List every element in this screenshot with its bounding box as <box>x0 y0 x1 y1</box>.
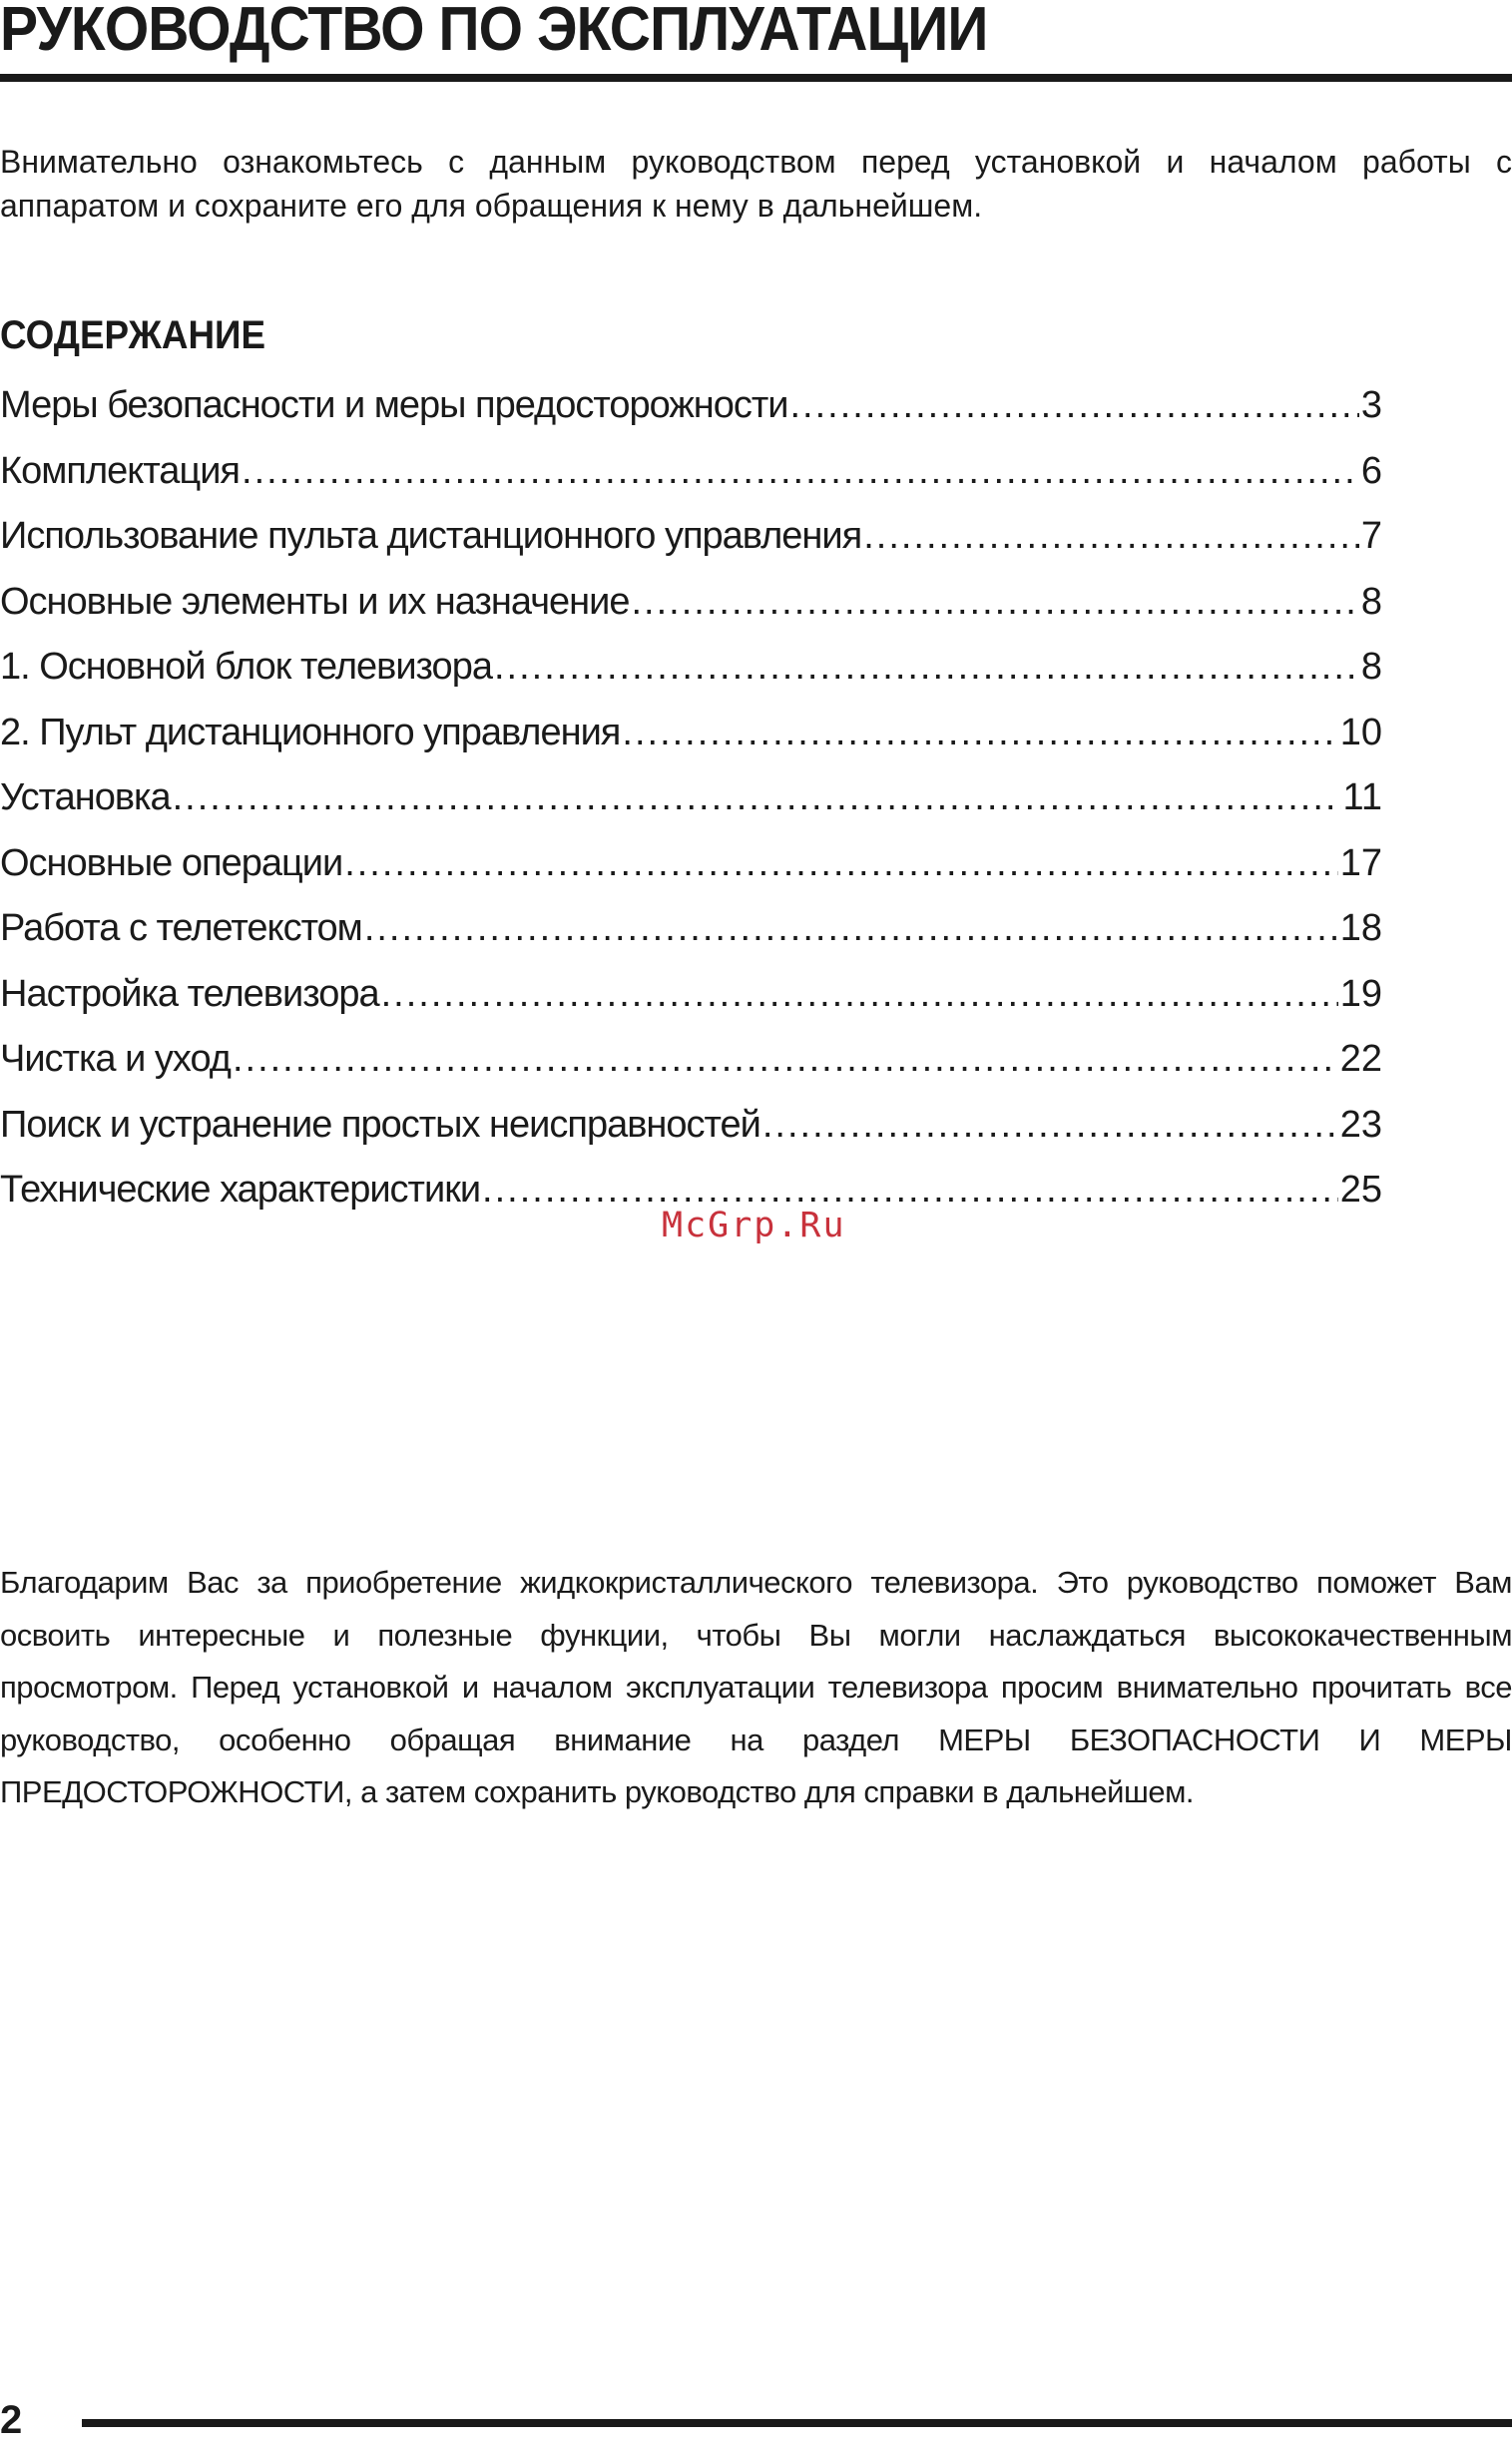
toc-item-label: Установка <box>0 776 171 818</box>
toc-leader-dots <box>233 1027 1338 1092</box>
toc-leader-dots <box>631 570 1358 635</box>
toc-item-label: Настройка телевизора <box>0 972 379 1015</box>
toc-leader-dots <box>762 1093 1338 1158</box>
toc-leader-dots <box>344 831 1338 896</box>
toc-leader-dots <box>482 1158 1338 1223</box>
toc-item-label: Поиск и устранение простых неисправностей <box>0 1103 760 1146</box>
intro-paragraph: Внимательно ознакомьтесь с данным руководством перед установкой и началом работы с аппаратом и сохраните его для обращения к нему в дальнейшем. <box>0 144 1512 224</box>
toc-item-page: 19 <box>1339 972 1382 1015</box>
toc-item-label: Чистка и уход <box>0 1038 231 1080</box>
toc-item-page: 17 <box>1339 841 1382 884</box>
page-title: РУКОВОДСТВО ПО ЭКСПЛУАТАЦИИ <box>0 0 988 64</box>
toc-item-label: 1. Основной блок телевизора <box>0 646 492 688</box>
thanks-paragraph: Благодарим Вас за приобретение жидкокристаллического телевизора. Это руководство поможет Вам освоить интересные и полезные функции, чтобы Вы могли наслаждаться высококачественным просмотром. Перед установкой и началом эксплуатации телевизора просим внимательно прочитать все руководство, особенно обращая внимание на раздел МЕРЫ БЕЗОПАСНОСТИ И МЕРЫ ПРЕДОСТОРОЖНОСТИ, а затем сохранить руководство для справки в дальнейшем. <box>0 1565 1512 1809</box>
footer-divider <box>82 2419 1512 2427</box>
toc-item[interactable] <box>0 896 1382 962</box>
toc-leader-dots <box>242 439 1359 504</box>
toc-item-label: Основные элементы и их назначение <box>0 580 630 623</box>
toc-item[interactable] <box>0 831 1382 897</box>
toc-item-label: Основные операции <box>0 841 343 884</box>
toc-item[interactable] <box>0 504 1382 570</box>
toc-leader-dots <box>622 701 1337 765</box>
toc-item-page: 7 <box>1360 515 1382 557</box>
toc-item-label: Меры безопасности и меры предосторожности <box>0 384 788 426</box>
toc-item[interactable] <box>0 1093 1382 1159</box>
toc-item[interactable] <box>0 373 1382 439</box>
toc-item[interactable] <box>0 1027 1382 1093</box>
toc-item-label: Комплектация <box>0 449 241 492</box>
toc-item-page: 3 <box>1360 384 1382 426</box>
toc-item-label: Работа с телетекстом <box>0 907 362 949</box>
toc-leader-dots <box>364 896 1338 961</box>
toc-item-page: 8 <box>1360 646 1382 688</box>
toc-heading: СОДЕРЖАНИЕ <box>0 313 266 357</box>
toc-item[interactable] <box>0 962 1382 1028</box>
toc-item-page: 11 <box>1342 776 1382 818</box>
toc-item-page: 25 <box>1339 1169 1382 1211</box>
toc-item[interactable] <box>0 701 1382 766</box>
toc-item-page: 10 <box>1339 711 1382 753</box>
toc-item-label: Технические характеристики <box>0 1169 481 1211</box>
toc-item-label: 2. Пульт дистанционного управления <box>0 711 621 753</box>
table-of-contents <box>0 373 1382 1224</box>
toc-item-page: 6 <box>1360 449 1382 492</box>
toc-leader-dots <box>381 962 1338 1027</box>
toc-item-page: 22 <box>1339 1038 1382 1080</box>
toc-item[interactable] <box>0 570 1382 636</box>
watermark: McGrp.Ru <box>662 1206 846 1245</box>
page-number: 2 <box>0 2398 23 2442</box>
toc-item-page: 18 <box>1339 907 1382 949</box>
toc-item[interactable] <box>0 635 1382 701</box>
toc-item[interactable] <box>0 439 1382 505</box>
toc-leader-dots <box>494 635 1359 700</box>
toc-leader-dots <box>173 765 1341 830</box>
toc-item[interactable] <box>0 765 1382 831</box>
toc-leader-dots <box>790 373 1359 438</box>
toc-item-page: 23 <box>1339 1103 1382 1146</box>
toc-item-page: 8 <box>1360 580 1382 623</box>
toc-leader-dots <box>863 504 1359 569</box>
toc-item-label: Использование пульта дистанционного управления <box>0 515 862 557</box>
title-divider <box>0 74 1512 82</box>
